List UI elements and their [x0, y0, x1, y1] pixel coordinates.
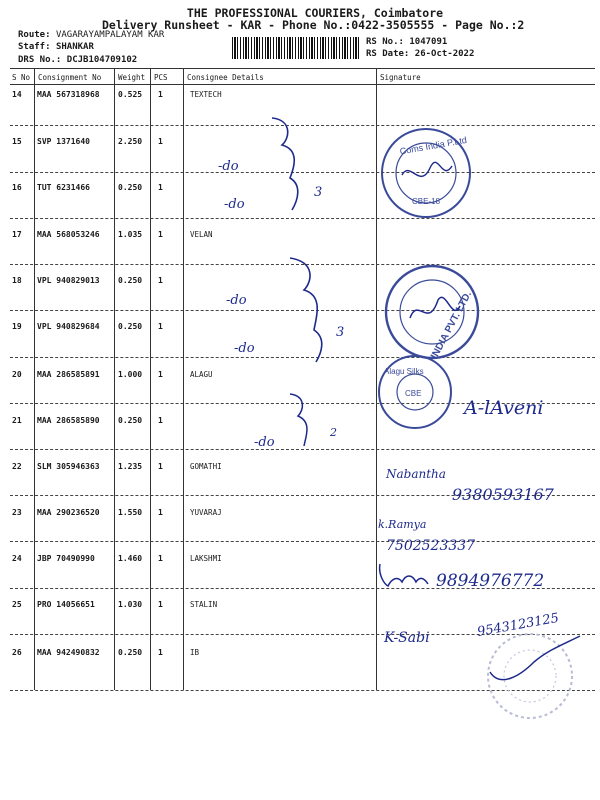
receiver-phone: 9380593167	[452, 485, 554, 504]
row-sno: 14	[12, 90, 22, 99]
route-label: Route:	[18, 30, 51, 40]
row-consignee: LAKSHMI	[190, 554, 222, 563]
count-mark: 3	[336, 325, 345, 340]
receiver-phone: 7502523337	[386, 538, 476, 554]
row-sno: 15	[12, 137, 22, 146]
row-consignee: YUVARAJ	[190, 508, 222, 517]
row-consignee: VELAN	[190, 230, 213, 239]
receiver-name: k.Ramya	[378, 518, 427, 531]
row-pcs: 1	[158, 137, 163, 146]
row-sno: 16	[12, 183, 22, 192]
row-pcs: 1	[158, 416, 163, 425]
row-consignment-no: MAA 286585890	[37, 416, 100, 425]
row-sno: 26	[12, 648, 22, 657]
stamp-text: CBE	[405, 389, 422, 398]
staff-value: SHANKAR	[55, 42, 94, 52]
col-header-sno: S No	[12, 73, 31, 82]
count-mark: 3	[314, 185, 323, 200]
row-weight: 1.035	[118, 230, 143, 239]
row-consignee: ALAGU	[190, 370, 213, 379]
signature-lakshmi	[380, 564, 428, 586]
row-consignee: TEXTECH	[190, 90, 222, 99]
row-pcs: 1	[158, 183, 163, 192]
row-consignment-no: MAA 286585891	[37, 370, 100, 379]
rs-date-label: RS Date:	[366, 49, 410, 59]
staff-label: Staff:	[18, 42, 51, 52]
stamp-text: CBE-18	[412, 197, 441, 206]
stamp-text: INDIA PVT. LTD.	[429, 289, 475, 361]
row-pcs: 1	[158, 276, 163, 285]
company-stamp	[379, 356, 451, 428]
row-weight: 0.250	[118, 322, 143, 331]
row-consignment-no: JBP 70490990	[37, 554, 95, 563]
row-weight: 2.250	[118, 137, 143, 146]
row-consignment-no: MAA 568053246	[37, 230, 100, 239]
row-consignment-no: MAA 942490832	[37, 648, 100, 657]
row-consignee: IB	[190, 648, 200, 657]
row-consignment-no: SLM 305946363	[37, 462, 100, 471]
brace-mark	[290, 394, 307, 446]
row-consignment-no: MAA 567318968	[37, 90, 100, 99]
ditto-mark: -do	[224, 197, 245, 212]
ditto-mark: -do	[254, 435, 275, 450]
col-header-pcs: PCS	[154, 73, 168, 82]
stamp-text: Coms India P.Ltd	[399, 134, 468, 157]
ditto-mark: -do	[234, 341, 255, 356]
row-weight: 0.250	[118, 416, 143, 425]
col-header-consignee: Consignee Details	[187, 73, 264, 82]
row-sno: 18	[12, 276, 22, 285]
rs-date-value: 26-Oct-2022	[414, 49, 475, 59]
rs-no-label: RS No.:	[366, 37, 404, 47]
receiver-phone: 9894976772	[436, 571, 545, 591]
company-title: THE PROFESSIONAL COURIERS, Coimbatore	[186, 6, 444, 20]
row-sno: 21	[12, 416, 22, 425]
ditto-mark: -do	[218, 159, 239, 174]
row-weight: 1.030	[118, 600, 143, 609]
col-header-consignment: Consignment No	[38, 73, 102, 82]
col-header-signature: Signature	[380, 73, 421, 82]
runsheet-subtitle: Delivery Runsheet - KAR - Phone No.:0422-3505555 - Page No.:2	[102, 18, 525, 32]
ditto-mark: -do	[226, 293, 247, 308]
row-pcs: 1	[158, 370, 163, 379]
row-weight: 0.250	[118, 183, 143, 192]
col-header-weight: Weight	[118, 73, 146, 82]
row-sno: 22	[12, 462, 22, 471]
row-consignee: GOMATHI	[190, 462, 222, 471]
receiver-phone: 9543123125	[476, 610, 561, 640]
row-consignment-no: TUT 6231466	[37, 183, 90, 192]
row-consignment-no: VPL 940829684	[37, 322, 100, 331]
row-pcs: 1	[158, 322, 163, 331]
row-sno: 23	[12, 508, 22, 517]
row-consignment-no: PRO 14056651	[37, 600, 95, 609]
row-sno: 20	[12, 370, 22, 379]
row-pcs: 1	[158, 648, 163, 657]
row-pcs: 1	[158, 600, 163, 609]
row-weight: 1.460	[118, 554, 143, 563]
row-pcs: 1	[158, 462, 163, 471]
row-pcs: 1	[158, 554, 163, 563]
row-pcs: 1	[158, 90, 163, 99]
drs-label: DRS No.:	[18, 55, 62, 65]
signature-alagu: A-lAveni	[464, 397, 544, 419]
company-stamp	[386, 266, 478, 361]
company-stamp	[382, 129, 470, 217]
row-consignee: STALIN	[190, 600, 218, 609]
row-sno: 17	[12, 230, 22, 239]
row-consignment-no: VPL 940829013	[37, 276, 100, 285]
row-weight: 1.000	[118, 370, 143, 379]
row-pcs: 1	[158, 508, 163, 517]
stamp-text: Alagu Silks	[384, 367, 424, 376]
row-weight: 0.525	[118, 90, 143, 99]
row-weight: 0.250	[118, 648, 143, 657]
row-consignment-no: MAA 290236520	[37, 508, 100, 517]
row-weight: 0.250	[118, 276, 143, 285]
brace-mark	[272, 118, 298, 210]
row-consignment-no: SVP 1371640	[37, 137, 90, 146]
route-value: VAGARAYAMPALAYAM KAR	[55, 30, 165, 40]
brace-mark	[290, 258, 322, 362]
count-mark: 2	[330, 426, 337, 439]
rs-no-value: 1047091	[409, 37, 448, 47]
row-sno: 25	[12, 600, 22, 609]
row-sno: 19	[12, 322, 22, 331]
receiver-name: K-Sabi	[384, 630, 430, 646]
row-sno: 24	[12, 554, 22, 563]
row-weight: 1.550	[118, 508, 143, 517]
drs-value: DCJB104709102	[66, 55, 138, 65]
row-weight: 1.235	[118, 462, 143, 471]
row-pcs: 1	[158, 230, 163, 239]
receiver-name: Nabantha	[386, 467, 446, 481]
